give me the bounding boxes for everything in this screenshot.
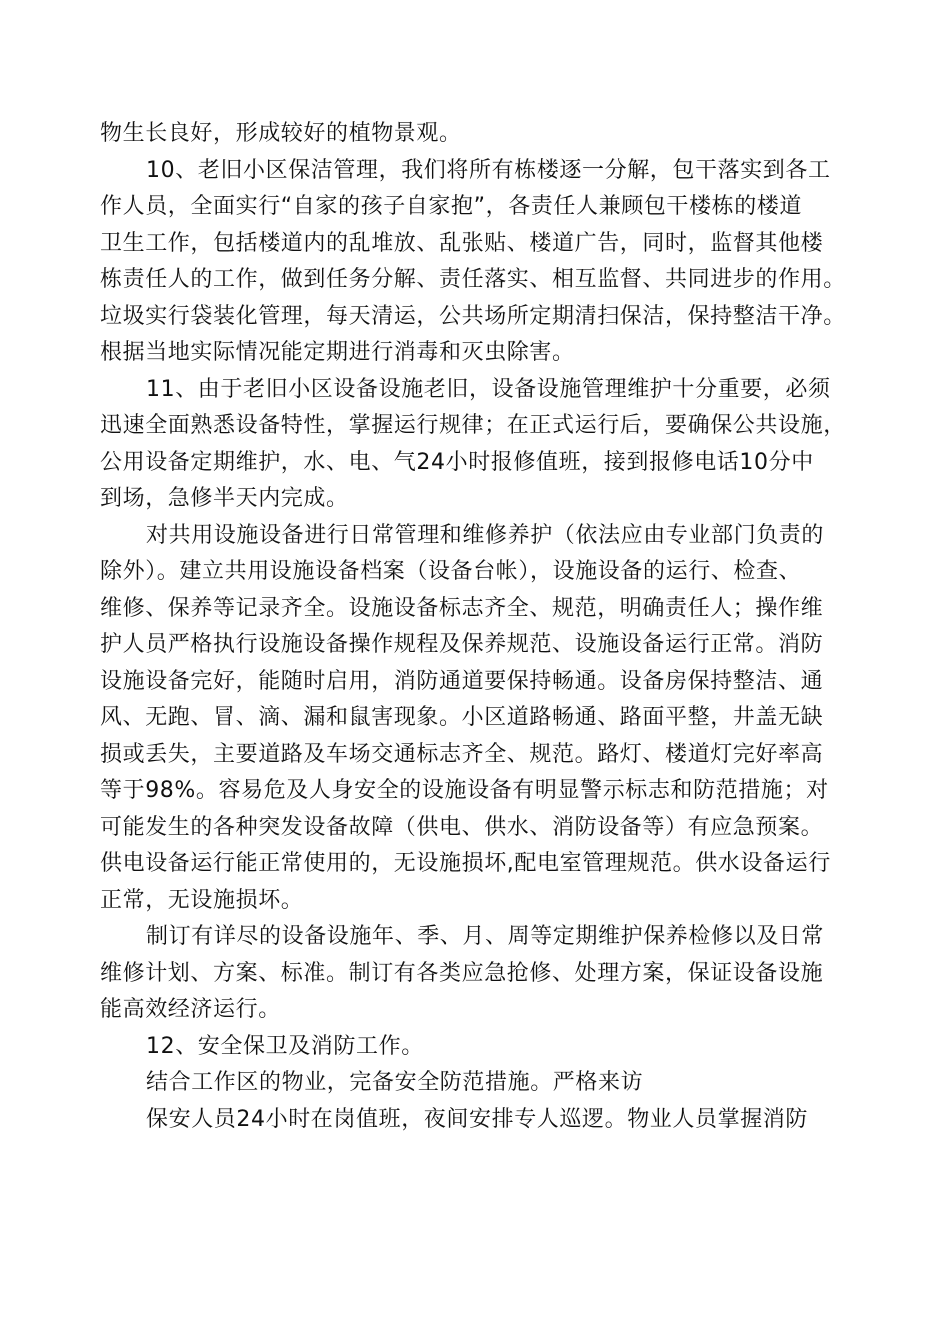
text-line: 到场，急修半天内完成。 [100, 486, 349, 511]
text-line: 10、老旧小区保洁管理，我们将所有栋楼逐一分解，包干落实到各工 [146, 157, 831, 183]
text-line: 正常，无设施损坏。 [100, 887, 304, 913]
text-line: 设施设备完好，能随时启用，消防通道要保持畅通。设备房保持整洁、通 [100, 668, 824, 694]
text-line: 栋责任人的工作，做到任务分解、责任落实、相互监督、共同进步的作用。 [100, 267, 846, 292]
text-line: 迅速全面熟悉设备特性，掌握运行规律；在正式运行后，要确保公共设施， [100, 413, 846, 438]
text-line: 公用设备定期维护，水、电、气24小时报修值班，接到报修电话10分中 [100, 449, 814, 475]
text-line: 风、无跑、冒、滴、漏和鼠害现象。小区道路畅通、路面平整，井盖无缺 [100, 705, 824, 730]
text-line: 等于98%。容易危及人身安全的设施设备有明显警示标志和防范措施；对 [100, 778, 829, 803]
text-line: 维修、保养等记录齐全。设施设备标志齐全、规范，明确责任人；操作维 [100, 595, 824, 621]
text-line: 根据当地实际情况能定期进行消毒和灭虫除害。 [100, 340, 575, 365]
text-line: 维修计划、方案、标准。制订有各类应急抢修、处理方案，保证设备设施 [100, 960, 824, 986]
text-line: 除外）。建立共用设施设备档案（设备台帐），设施设备的运行、检查、 [100, 559, 802, 584]
text-line: 结合工作区的物业，完备安全防范措施。严格来访 [146, 1070, 644, 1095]
document-body [100, 116, 860, 1138]
text-line: 物生长良好，形成较好的植物景观。 [100, 121, 462, 146]
text-line: 损或丢失，主要道路及车场交通标志齐全、规范。路灯、楼道灯完好率高 [100, 741, 824, 767]
text-line: 作人员，全面实行“自家的孩子自家抱”，各责任人兼顾包干楼栋的楼道 [100, 194, 802, 219]
text-line: 可能发生的各种突发设备故障（供电、供水、消防设备等）有应急预案。 [100, 814, 824, 840]
text-line: 卫生工作，包括楼道内的乱堆放、乱张贴、楼道广告，同时，监督其他楼 [100, 230, 824, 256]
text-line: 制订有详尽的设备设施年、季、月、周等定期维护保养检修以及日常 [146, 924, 825, 949]
text-line: 11、由于老旧小区设备设施老旧，设备设施管理维护十分重要，必须 [146, 376, 831, 402]
text-line: 对共用设施设备进行日常管理和维修养护（依法应由专业部门负责的 [146, 522, 825, 548]
text-line: 保安人员24小时在岗值班，夜间安排专人巡逻。物业人员掌握消防 [146, 1106, 808, 1132]
text-line: 护人员严格执行设施设备操作规程及保养规范、设施设备运行正常。消防 [100, 632, 824, 657]
text-line: 能高效经济运行。 [100, 997, 281, 1022]
text-line: 供电设备运行能正常使用的，无设施损坏,配电室管理规范。供水设备运行 [100, 851, 831, 876]
text-line: 垃圾实行袋装化管理，每天清运，公共场所定期清扫保洁，保持整洁干净。 [100, 303, 846, 329]
text-line: 12、安全保卫及消防工作。 [146, 1033, 424, 1059]
